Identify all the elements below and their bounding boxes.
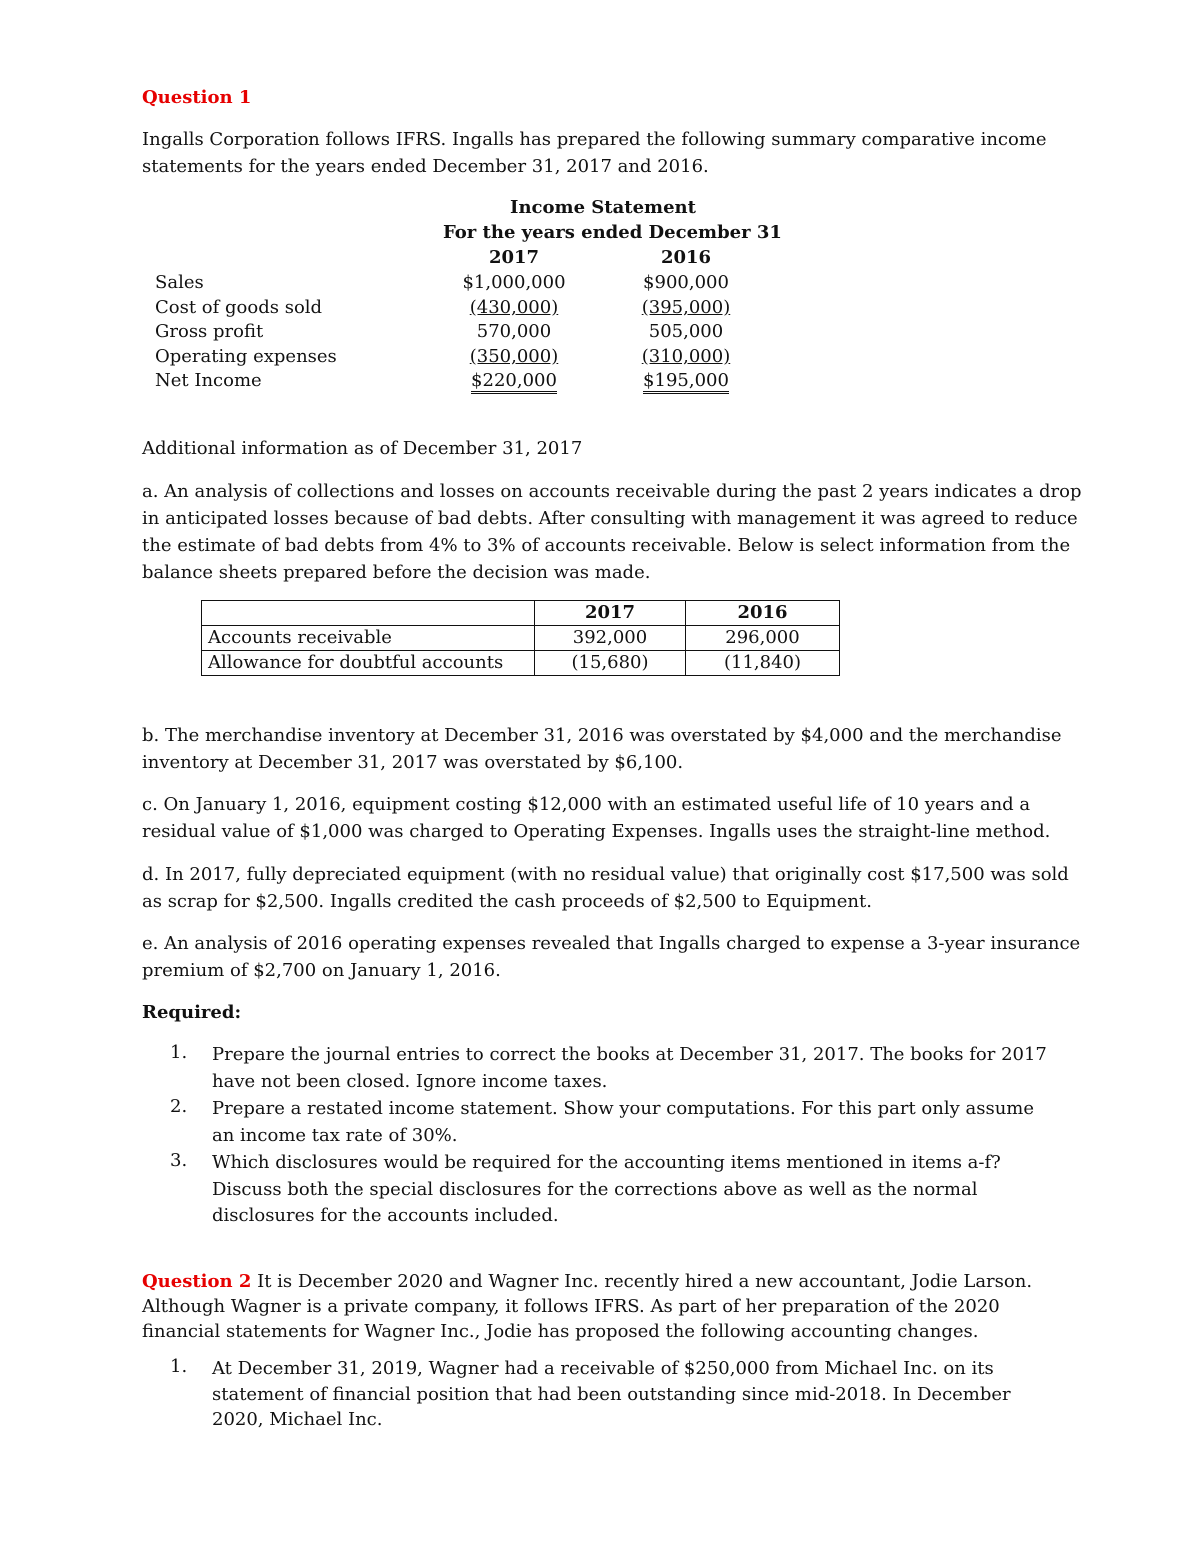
item-a-text: a. An analysis of collections and losses on accounts receivable during the past 2 years indicates a drop in anticipated losses because of bad debts. After consulting with management it was agreed to reduce the estimate of bad debts from 4% to 3% of accounts receivable. Below is select information from the balance sheets prepared before the decision was made.: [142, 481, 1082, 583]
item-d-text: d. In 2017, fully depreciated equipment (with no residual value) that originally cost $17,500 was sold as scrap for $2,500. Ingalls credited the cash proceeds of $2,500 to Equipment.: [142, 864, 1069, 912]
statement-year-2016: 2016: [660, 247, 712, 268]
intro-text: Ingalls Corporation follows IFRS. Ingalls has prepared the following summary comparative income statements for the years ended December 31, 2017 and 2016.: [142, 129, 1047, 177]
list-number: 2.: [170, 1096, 188, 1117]
row-value-2016: 505,000: [648, 321, 724, 342]
item-c: [142, 791, 1082, 845]
row-value-2017: 570,000: [476, 321, 552, 342]
table-header-row: [202, 601, 840, 626]
table-cell-2017: (15,680): [535, 651, 686, 676]
list-number: 3.: [170, 1150, 188, 1171]
additional-info-heading: Additional information as of December 31, 2017: [142, 438, 583, 459]
row-value-2017: $220,000: [471, 370, 557, 394]
table-cell-2017: 392,000: [535, 626, 686, 651]
statement-subtitle: For the years ended December 31: [443, 222, 782, 243]
question-1-title: Question 1: [142, 87, 252, 108]
list-number: 1.: [170, 1042, 188, 1063]
list-text: Which disclosures would be required for the accounting items mentioned in items a-f? Discuss both the special disclosures for the corrections above as well as the normal disclosures for the accounts included.: [212, 1152, 1001, 1226]
table-cell-2016: 296,000: [686, 626, 840, 651]
row-label: Cost of goods sold: [155, 297, 323, 318]
required-label: Required:: [142, 1002, 242, 1023]
row-value-2017: $1,000,000: [462, 272, 566, 293]
row-label: Net Income: [155, 370, 262, 391]
question-1-intro: [142, 126, 1082, 180]
row-value-2017: (430,000): [469, 297, 559, 318]
statement-year-2017: 2017: [488, 247, 540, 268]
question-2-title: Question 2: [142, 1271, 252, 1292]
row-value-2016: (310,000): [641, 346, 731, 367]
list-text: At December 31, 2019, Wagner had a receivable of $250,000 from Michael Inc. on its statement of financial position that had been outstanding since mid-2018. In December 2020, Michael Inc.: [212, 1358, 1011, 1430]
table-row: [202, 626, 840, 651]
row-label: Sales: [155, 272, 204, 293]
row-label: Operating expenses: [155, 346, 337, 367]
row-value-2017: (350,000): [469, 346, 559, 367]
list-number: 1.: [170, 1356, 188, 1377]
table-header-cell: [202, 601, 535, 626]
item-b: [142, 722, 1082, 776]
table-row: [202, 651, 840, 676]
item-b-text: b. The merchandise inventory at December 31, 2016 was overstated by $4,000 and the merchandise inventory at December 31, 2017 was overstated by $6,100.: [142, 725, 1062, 773]
list-text: Prepare a restated income statement. Show your computations. For this part only assume an income tax rate of 30%.: [212, 1098, 1035, 1146]
item-d: [142, 861, 1082, 915]
question-2-intro: [142, 1269, 1082, 1344]
item-e-text: e. An analysis of 2016 operating expenses revealed that Ingalls charged to expense a 3-year insurance premium of $2,700 on January 1, 2016.: [142, 933, 1081, 981]
item-a: [142, 478, 1082, 586]
row-value-2016: $195,000: [643, 370, 729, 394]
item-e: [142, 930, 1082, 984]
table-header-cell: 2017: [535, 601, 686, 626]
table-header-cell: 2016: [686, 601, 840, 626]
receivables-table: [201, 600, 840, 676]
row-value-2016: $900,000: [643, 272, 729, 293]
item-c-text: c. On January 1, 2016, equipment costing $12,000 with an estimated useful life of 10 years and a residual value of $1,000 was charged to Operating Expenses. Ingalls uses the straight-line method.: [142, 794, 1051, 842]
row-value-2016: (395,000): [641, 297, 731, 318]
question-2-intro-text: It is December 2020 and Wagner Inc. recently hired a new accountant, Jodie Larson. Although Wagner is a private company, it follows IFRS. As part of her preparation of the 2020 financial statements for Wagner Inc., Jodie has proposed the following accounting changes.: [142, 1271, 1033, 1342]
table-cell-label: Accounts receivable: [202, 626, 535, 651]
statement-title: Income Statement: [510, 197, 696, 218]
list-text: Prepare the journal entries to correct the books at December 31, 2017. The books for 2017 have not been closed. Ignore income taxes.: [212, 1044, 1047, 1092]
row-label: Gross profit: [155, 321, 264, 342]
table-cell-2016: (11,840): [686, 651, 840, 676]
table-cell-label: Allowance for doubtful accounts: [202, 651, 535, 676]
